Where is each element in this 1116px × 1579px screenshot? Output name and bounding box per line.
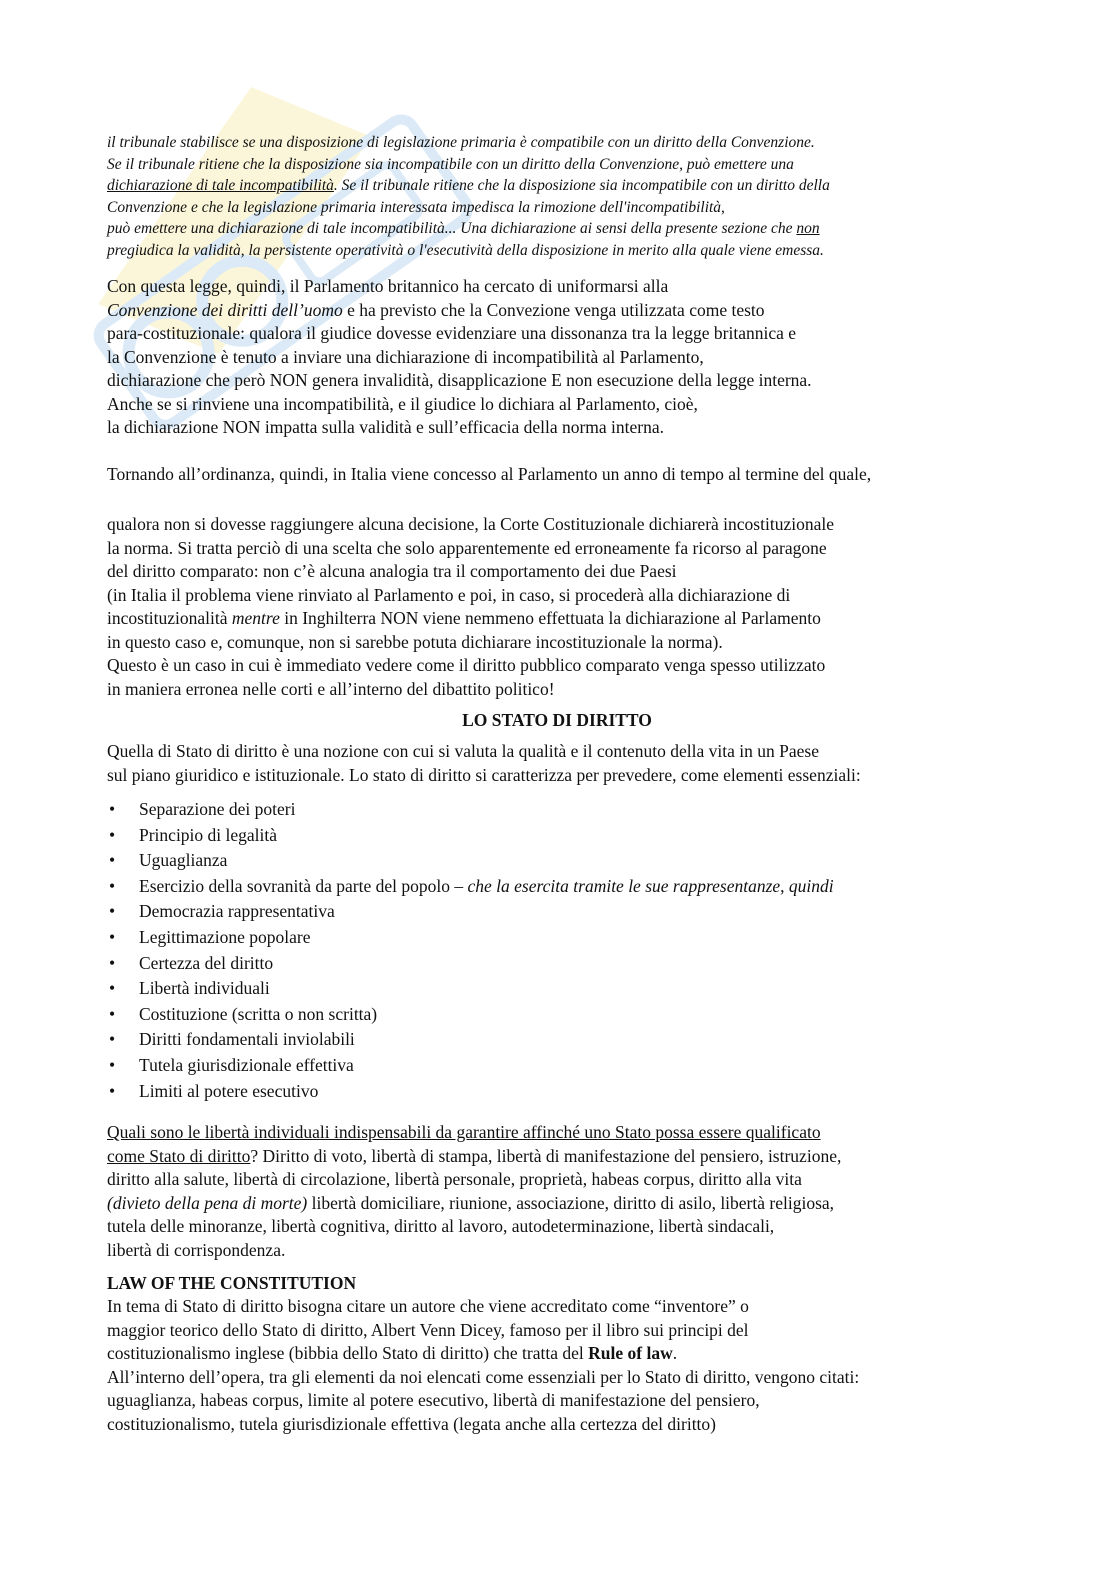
quote-line: Convenzione e che la legislazione primaria interessata impedisca la rimozione dell'incompatibilità,: [107, 198, 725, 216]
quoted-legal-text: [107, 132, 1007, 261]
section-heading: LO STATO DI DIRITTO: [462, 710, 652, 730]
section-heading: LAW OF THE CONSTITUTION: [107, 1273, 357, 1294]
list-item: • Libertà individuali: [107, 976, 1007, 1002]
bullet-icon: •: [109, 1080, 116, 1101]
paragraph-corte-costituzionale: qualora non si dovesse raggiungere alcuna decisione, la Corte Costituzionale dichiarerà incostituzionale la norma. Si tratta perciò di una scelta che solo apparentemente ed erroneamente fa ricorso al paragone del diritto comparato: non c’è alcuna analogia tra il comportamento dei due Paesi (in Italia il problema viene rinviato al Parlamento e poi, in caso, si procederà alla dichiarazione di incostituzionalità mentre in Inghilterra NON viene nemmeno effettuata la dichiarazione al Parlamento in questo caso e, comunque, non si sarebbe potuta dichiarare incostituzionale la norma). Questo è un caso in cui è immediato vedere come il diritto pubblico comparato venga spesso utilizzato in maniera erronea nelle corti e all’interno del dibattito politico!: [107, 514, 834, 699]
paragraph-liberta-individuali: Quali sono le libertà individuali indispensabili da garantire affinché uno Stato possa essere qualificato come Stato di diritto? Diritto di voto, libertà di stampa, libertà di manifestazione del pensiero, istruzione, diritto alla salute, libertà di circolazione, libertà personale, proprietà, habeas corpus, diritto alla vita (divieto della pena di morte) libertà domiciliare, riunione, associazione, diritto di asilo, libertà religiosa, tutela delle minoranze, libertà cognitiva, diritto al lavoro, autodeterminazione, libertà sindacali, libertà di corrispondenza.: [107, 1122, 842, 1260]
page-content: [107, 132, 1007, 1436]
bullet-icon: •: [109, 1054, 116, 1075]
bullet-icon: •: [109, 952, 116, 973]
bullet-icon: •: [109, 926, 116, 947]
quote-line: Se il tribunale ritiene che la disposizione sia incompatibile con un diritto della Convenzione, può emettere una: [107, 155, 794, 173]
quote-line: può emettere una dichiarazione di tale incompatibilità... Una dichiarazione ai sensi della presente sezione che non: [107, 220, 820, 237]
list-item: • Legittimazione popolare: [107, 925, 1007, 951]
bullet-list-elementi: [107, 797, 1007, 1104]
bullet-icon: •: [109, 901, 116, 922]
list-item: • Uguaglianza: [107, 848, 1007, 874]
underlined-text: dichiarazione di tale incompatibilità: [107, 177, 334, 194]
list-item: • Tutela giurisdizionale effettiva: [107, 1053, 1007, 1079]
bullet-icon: •: [109, 1029, 116, 1050]
bullet-icon: •: [109, 978, 116, 999]
paragraph-stato-di-diritto: Quella di Stato di diritto è una nozione con cui si valuta la qualità e il contenuto della vita in un Paese sul piano giuridico e istituzionale. Lo stato di diritto si caratterizza per prevedere, come elementi essenziali:: [107, 741, 861, 785]
paragraph-ordinanza: Tornando all’ordinanza, quindi, in Italia viene concesso al Parlamento un anno di tempo al termine del quale,: [107, 463, 872, 484]
bullet-icon: •: [109, 824, 116, 845]
list-item: • Certezza del diritto: [107, 951, 1007, 977]
quote-line: dichiarazione di tale incompatibilità. Se il tribunale ritiene che la disposizione sia incompatibile con un diritto della: [107, 177, 830, 194]
paragraph-uk-parliament: Con questa legge, quindi, il Parlamento britannico ha cercato di uniformarsi alla Convenzione dei diritti dell’uomo e ha previsto che la Convezione venga utilizzata come testo para-costituzionale: qualora il giudice dovesse evidenziare una dissonanza tra la legge britannica e la Convenzione è tenuto a inviare una dichiarazione di incompatibilità al Parlamento, dichiarazione che però NON genera invalidità, disapplicazione E non esecuzione della legge interna. Anche se si rinviene una incompatibilità, e il giudice lo dichiara al Parlamento, cioè, la dichiarazione NON impatta sulla validità e sull’efficacia della norma interna.: [107, 276, 812, 437]
bullet-icon: •: [109, 875, 116, 896]
list-item: • Separazione dei poteri: [107, 797, 1007, 823]
list-item: • Costituzione (scritta o non scritta): [107, 1002, 1007, 1028]
underlined-text: non: [796, 220, 820, 237]
bullet-icon: •: [109, 799, 116, 819]
bullet-icon: •: [109, 850, 116, 871]
list-item: • Principio di legalità: [107, 823, 1007, 849]
quote-line: il tribunale stabilisce se una disposizione di legislazione primaria è compatibile con un diritto della Convenzione.: [107, 134, 815, 151]
bullet-icon: •: [109, 1003, 116, 1024]
paragraph-dicey: In tema di Stato di diritto bisogna citare un autore che viene accreditato come “inventore” o maggior teorico dello Stato di diritto, Albert Venn Dicey, famoso per il libro sui principi del costituzionalismo inglese (bibbia dello Stato di diritto) che tratta del Rule of law. All’interno dell’opera, tra gli elementi da noi elencati come essenziali per lo Stato di diritto, vengono citati: uguaglianza, habeas corpus, limite al potere esecutivo, libertà di manifestazione del pensiero, costituzionalismo, tutela giurisdizionale effettiva (legata anche alla certezza del diritto): [107, 1296, 860, 1434]
list-item: • Esercizio della sovranità da parte del popolo – che la esercita tramite le sue rappresentanze, quindi: [107, 874, 1007, 900]
list-item: • Limiti al potere esecutivo: [107, 1079, 1007, 1105]
list-item: • Diritti fondamentali inviolabili: [107, 1027, 1007, 1053]
list-item: • Democrazia rappresentativa: [107, 899, 1007, 925]
quote-line: pregiudica la validità, la persistente operatività o l'esecutività della disposizione in merito alla quale viene emessa.: [107, 241, 824, 259]
